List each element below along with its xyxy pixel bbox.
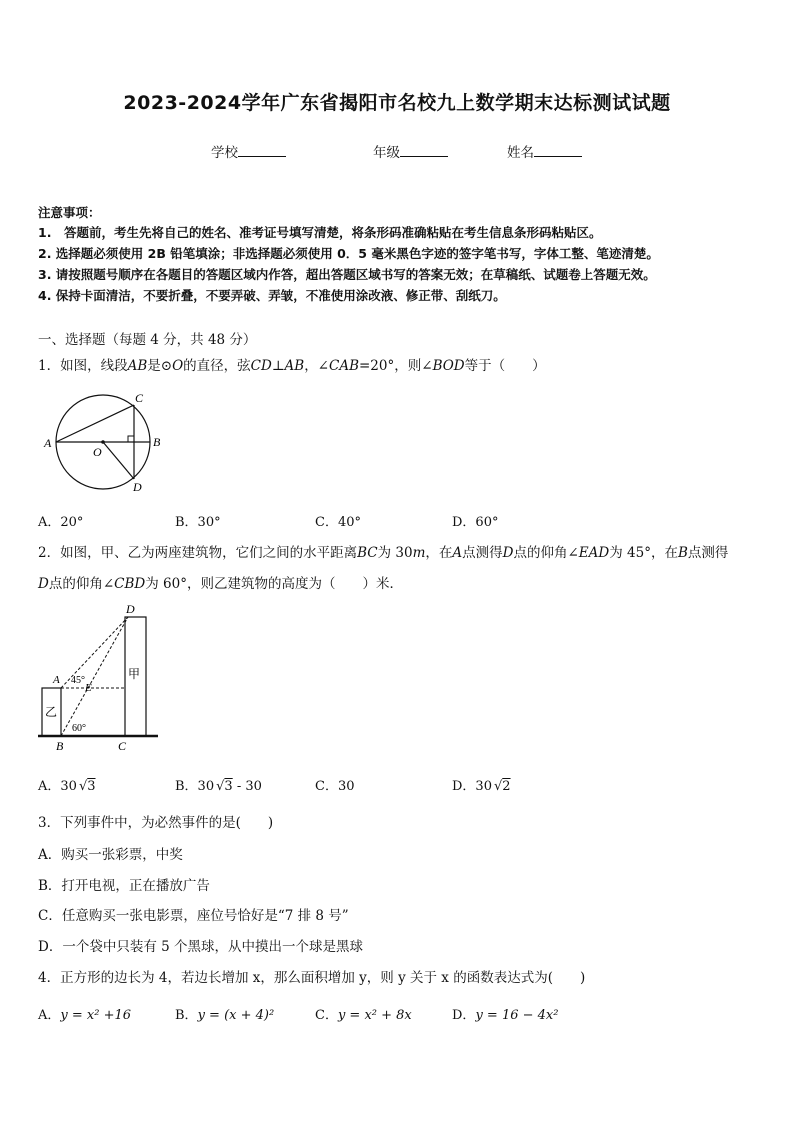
q1-text: 等于（ ）	[464, 358, 546, 374]
label-o: O	[93, 445, 102, 459]
option-label: D．	[452, 1008, 476, 1023]
q2-text: 点的仰角∠	[48, 576, 115, 592]
option-label: D．30	[452, 779, 492, 794]
option-label: C．	[315, 1008, 338, 1023]
q1-var: AB	[284, 358, 305, 374]
q3-option-b[interactable]: B．打开电视，正在播放广告	[38, 878, 210, 894]
option-label: C．30	[315, 779, 355, 794]
notice-item-2: 2. 选择题必须使用 2B 铅笔填涂；非选择题必须使用 0．5 毫米黑色字迹的签字笔书写，字体工整、笔迹清楚。	[38, 246, 659, 261]
q1-text: 1．如图，线段	[38, 358, 128, 374]
q3-option-d[interactable]: D．一个袋中只装有 5 个黑球，从中摸出一个球是黑球	[38, 939, 363, 955]
q2-var: D	[38, 576, 49, 592]
q2-text: 点测得	[462, 545, 503, 561]
q2-text: 为 45°，在	[609, 545, 678, 561]
q2-option-c[interactable]	[315, 775, 355, 794]
q4-option-c[interactable]	[315, 1004, 412, 1023]
school-blank[interactable]	[238, 144, 286, 157]
q1-var: AB	[127, 358, 148, 374]
label-yi: 乙	[45, 705, 58, 719]
q1-option-d[interactable]: D．60°	[452, 515, 499, 530]
q2-option-a[interactable]	[38, 775, 96, 794]
grade-blank[interactable]	[400, 144, 448, 157]
sqrt-sign-icon: √	[216, 779, 225, 794]
q3-option-c[interactable]: C．任意购买一张电影票，座位号恰好是“7 排 8 号”	[38, 908, 349, 924]
option-expression: y = (x + 4)²	[197, 1008, 275, 1023]
option-expression: y = x² +16	[60, 1008, 132, 1023]
q2-var: B	[677, 545, 688, 561]
q4-stem: 4．正方形的边长为 4，若边长增加 x，那么面积增加 y，则 y 关于 x 的函数表达式为( )	[38, 970, 586, 986]
q2-option-b[interactable]	[175, 775, 262, 794]
label-a: A	[53, 674, 60, 686]
center-dot	[101, 440, 105, 444]
grade-label: 年级	[373, 145, 400, 161]
label-angle-45: 45°	[71, 675, 85, 686]
q3-stem: 3．下列事件中，为必然事件的是( )	[38, 815, 274, 831]
label-jia: 甲	[128, 667, 141, 681]
q2-var: CBD	[114, 576, 146, 592]
q2-option-d[interactable]	[452, 775, 511, 794]
q1-text: ，∠	[304, 358, 329, 374]
q2-text: 点测得	[687, 545, 729, 561]
q1-var: CAB	[329, 358, 359, 374]
label-c: C	[135, 391, 144, 405]
section-heading: 一、选择题（每题 4 分，共 48 分）	[38, 332, 257, 348]
q2-text: 为 60°，则乙建筑物的高度为（ ）米．	[145, 576, 403, 592]
label-b: B	[56, 739, 64, 753]
school-field	[211, 141, 286, 161]
q1-var: O	[172, 358, 184, 374]
label-e: E	[85, 682, 92, 694]
q1-text: ⊥	[271, 358, 285, 374]
option-expression: y = 16 − 4x²	[475, 1008, 559, 1023]
q1-option-c[interactable]: C．40°	[315, 515, 361, 530]
q3-option-a[interactable]: A．购买一张彩票，中奖	[38, 847, 183, 863]
q1-var: BOD	[432, 358, 465, 374]
q1-circle-figure	[38, 385, 168, 495]
option-label: B．	[175, 1008, 198, 1023]
q2-stem-line2	[38, 572, 403, 592]
segment-od	[103, 442, 134, 479]
q2-var: BC	[357, 545, 378, 561]
exam-title: 2023-2024学年广东省揭阳市名校九上数学期末达标测试试题	[123, 92, 671, 114]
label-b: B	[153, 435, 161, 449]
q2-var: m	[412, 545, 426, 561]
label-c: C	[118, 739, 127, 753]
school-label: 学校	[211, 145, 238, 161]
sqrt-sign-icon: √	[78, 779, 88, 794]
q2-text: 2．如图，甲、乙为两座建筑物，它们之间的水平距离	[38, 545, 358, 561]
q2-var: EAD	[578, 545, 610, 561]
q1-option-b[interactable]: B．30°	[175, 515, 221, 530]
notice-item-4: 4. 保持卡面清洁，不要折叠，不要弄破、弄皱，不准使用涂改液、修正带、刮纸刀。	[38, 288, 506, 303]
radicand: 3	[224, 779, 233, 794]
label-d: D	[126, 602, 135, 616]
q1-text: 的直径，弦	[183, 358, 251, 374]
label-d: D	[133, 480, 142, 494]
q1-option-a[interactable]: A．20°	[38, 515, 84, 530]
name-field	[507, 141, 582, 161]
name-blank[interactable]	[534, 144, 582, 157]
notice-heading: 注意事项：	[38, 205, 101, 220]
option-expression: y = x² + 8x	[337, 1008, 412, 1023]
radicand: 3	[87, 779, 96, 794]
notice-item-1: 1. 答题前，考生先将自己的姓名、准考证号填写清楚，将条形码准确粘贴在考生信息条形码粘贴区。	[38, 225, 602, 240]
option-label: A．	[38, 1008, 61, 1023]
notice-item-3: 3. 请按照题号顺序在各题目的答题区域内作答，超出答题区域书写的答案无效；在草稿纸、试题卷上答题无效。	[38, 267, 656, 282]
q2-text: ，在	[425, 545, 453, 561]
q1-var: CD	[250, 358, 272, 374]
q2-buildings-figure	[36, 600, 164, 755]
sqrt-sign-icon: √	[493, 779, 503, 794]
q2-text: 为 30	[377, 545, 413, 561]
option-label: A．30	[38, 779, 77, 794]
q1-text: =20°，则∠	[359, 358, 433, 374]
q2-var: A	[452, 545, 463, 561]
q2-text: 点的仰角∠	[513, 545, 579, 561]
q2-stem-line1	[38, 541, 728, 561]
q4-option-b[interactable]	[175, 1004, 274, 1023]
grade-field	[373, 141, 448, 161]
q1-stem	[38, 354, 546, 374]
q1-text: 是⊙	[147, 358, 173, 374]
right-angle-mark	[128, 436, 134, 442]
q4-option-d[interactable]	[452, 1004, 558, 1023]
name-label: 姓名	[507, 145, 534, 161]
option-tail: - 30	[236, 779, 262, 794]
q4-option-a[interactable]	[38, 1004, 131, 1023]
label-a: A	[44, 436, 52, 450]
q2-var: D	[502, 545, 514, 561]
label-angle-60: 60°	[72, 723, 86, 734]
radicand: 2	[502, 779, 511, 794]
option-label: B．30	[175, 779, 215, 794]
